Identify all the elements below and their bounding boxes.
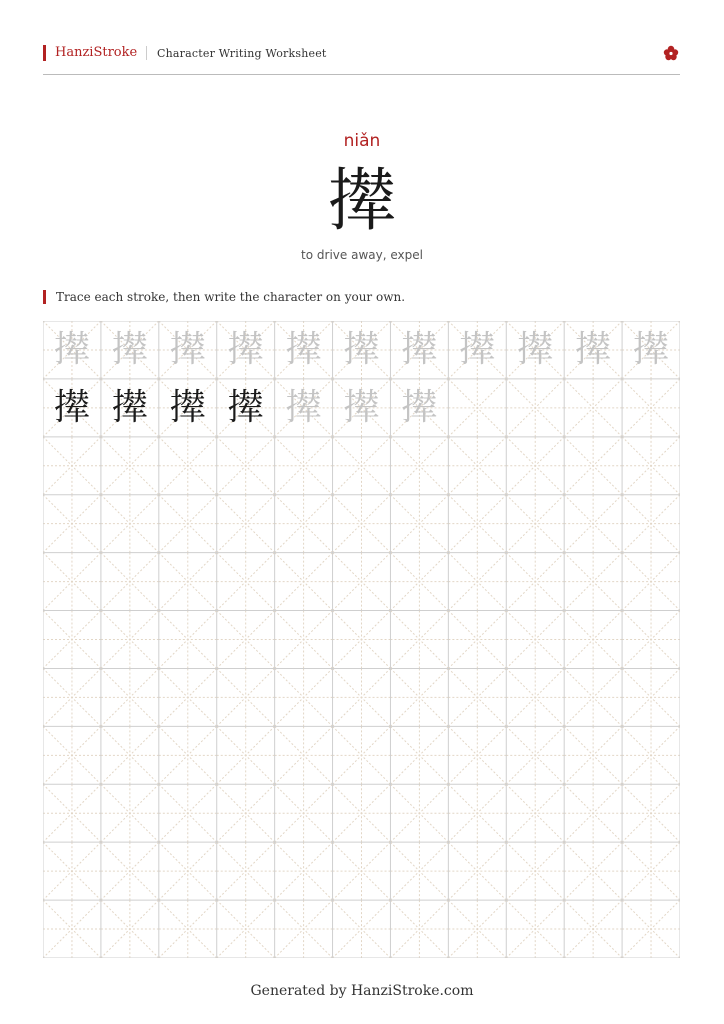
- character-meaning: to drive away, expel: [301, 248, 423, 262]
- header-divider: [146, 46, 147, 60]
- footer-credit: Generated by HanziStroke.com: [250, 983, 474, 999]
- main-character: 撵: [327, 162, 396, 241]
- stroke-order-step: 撵: [517, 328, 554, 370]
- trace-character: 撵: [285, 386, 322, 428]
- stroke-order-step: 撵: [633, 328, 670, 370]
- stroke-order-step: 撵: [343, 328, 380, 370]
- trace-character: 撵: [343, 386, 380, 428]
- practice-grid: [43, 321, 680, 958]
- pinyin: niǎn: [343, 131, 381, 151]
- trace-character: 撵: [401, 386, 438, 428]
- stroke-order-step: 撵: [111, 328, 148, 370]
- worksheet-subtitle: Character Writing Worksheet: [157, 47, 327, 60]
- stroke-order-step: 撵: [53, 386, 90, 428]
- stroke-order-step: 撵: [459, 328, 496, 370]
- stroke-order-step: 撵: [169, 386, 206, 428]
- instruction-accent-bar: [43, 290, 46, 304]
- stroke-order-step: 撵: [401, 328, 438, 370]
- stroke-order-step: 撵: [227, 328, 264, 370]
- stroke-order-step: 撵: [227, 386, 264, 428]
- worksheet-header: [43, 44, 680, 75]
- brand-name: HanziStroke: [55, 45, 138, 60]
- instruction-text: Trace each stroke, then write the character on your own.: [56, 290, 406, 304]
- brand-accent-bar: [43, 45, 46, 61]
- stroke-order-step: 撵: [111, 386, 148, 428]
- stroke-order-step: 撵: [53, 328, 90, 370]
- stroke-order-step: 撵: [169, 328, 206, 370]
- stroke-order-step: 撵: [575, 328, 612, 370]
- plum-blossom-icon: [662, 44, 680, 62]
- stroke-order-step: 撵: [285, 328, 322, 370]
